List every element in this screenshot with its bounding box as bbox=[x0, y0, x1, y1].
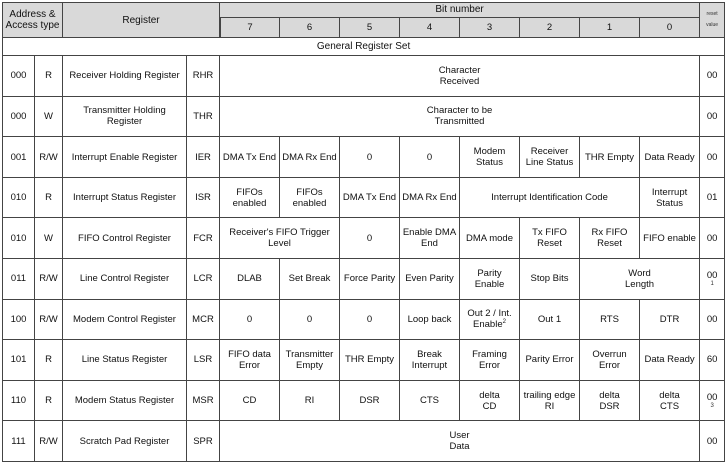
register-name-cell: Scratch Pad Register bbox=[63, 421, 187, 462]
register-abbr-cell: MCR bbox=[187, 300, 220, 341]
reset-value-cell: 00 3 bbox=[700, 381, 725, 422]
bit-field-cell: Receiver Line Status bbox=[520, 137, 580, 178]
register-name-cell: Transmitter Holding Register bbox=[63, 97, 187, 138]
bit-header-2: 2 bbox=[520, 18, 580, 39]
register-abbr-cell: RHR bbox=[187, 56, 220, 97]
bit-field-cell: Rx FIFO Reset bbox=[580, 218, 640, 259]
register-name-cell: Line Control Register bbox=[63, 259, 187, 300]
access-cell: W bbox=[35, 218, 63, 259]
access-cell: R bbox=[35, 178, 63, 219]
address-cell: 010 bbox=[2, 178, 35, 219]
bit-field-cell: CD bbox=[220, 381, 280, 422]
bit-header-0: 0 bbox=[640, 18, 700, 39]
bit-field-cell: CTS bbox=[400, 381, 460, 422]
register-abbr-cell: FCR bbox=[187, 218, 220, 259]
reset-value-cell: 00 bbox=[700, 300, 725, 341]
address-cell: 110 bbox=[2, 381, 35, 422]
section-title: General Register Set bbox=[2, 38, 725, 56]
bit-field-cell: trailing edge RI bbox=[520, 381, 580, 422]
address-cell: 011 bbox=[2, 259, 35, 300]
register-abbr-cell: LCR bbox=[187, 259, 220, 300]
register-name-cell: Interrupt Status Register bbox=[63, 178, 187, 219]
bit-field-cell: delta DSR bbox=[580, 381, 640, 422]
register-abbr-cell: SPR bbox=[187, 421, 220, 462]
bit-field-cell: Parity Enable bbox=[460, 259, 520, 300]
access-cell: R bbox=[35, 381, 63, 422]
bit-field-cell: Parity Error bbox=[520, 340, 580, 381]
reset-value-cell: 00 1 bbox=[700, 259, 725, 300]
bit-field-cell: DSR bbox=[340, 381, 400, 422]
reset-value-cell: 01 bbox=[700, 178, 725, 219]
access-cell: R/W bbox=[35, 421, 63, 462]
register-name-cell: FIFO Control Register bbox=[63, 218, 187, 259]
bit-field-cell: 0 bbox=[400, 137, 460, 178]
bit-field-cell: Character to be Transmitted bbox=[220, 97, 700, 138]
register-abbr-cell: LSR bbox=[187, 340, 220, 381]
bit-header-3: 3 bbox=[460, 18, 520, 39]
reset-value-header: reset value bbox=[700, 2, 725, 38]
bit-field-cell: FIFOs enabled bbox=[220, 178, 280, 219]
bit-field-cell: User Data bbox=[220, 421, 700, 462]
register-row bbox=[2, 56, 725, 97]
access-cell: W bbox=[35, 97, 63, 138]
bit-field-cell: DTR bbox=[640, 300, 700, 341]
register-row bbox=[2, 300, 725, 341]
bit-field-cell: DMA Tx End bbox=[220, 137, 280, 178]
bit-field-cell: 0 bbox=[340, 300, 400, 341]
register-name-cell: Modem Status Register bbox=[63, 381, 187, 422]
address-cell: 000 bbox=[2, 97, 35, 138]
address-cell: 100 bbox=[2, 300, 35, 341]
bit-field-cell: Enable DMA End bbox=[400, 218, 460, 259]
bit-field-cell: DMA mode bbox=[460, 218, 520, 259]
register-header: Register bbox=[63, 2, 220, 38]
register-row bbox=[2, 381, 725, 422]
bit-field-cell: Set Break bbox=[280, 259, 340, 300]
register-row bbox=[2, 97, 725, 138]
bit-field-cell: Even Parity bbox=[400, 259, 460, 300]
reset-value-cell: 00 bbox=[700, 137, 725, 178]
bit-field-cell: Data Ready bbox=[640, 137, 700, 178]
reset-footnote: 3 bbox=[710, 403, 714, 410]
reset-footnote: 1 bbox=[710, 281, 714, 288]
bit-field-cell: Data Ready bbox=[640, 340, 700, 381]
bit-field-cell: FIFO enable bbox=[640, 218, 700, 259]
bit-field-cell: Out 1 bbox=[520, 300, 580, 341]
register-table bbox=[2, 2, 725, 462]
bit-header-6: 6 bbox=[280, 18, 340, 39]
access-cell: R/W bbox=[35, 137, 63, 178]
bit-field-cell: Overrun Error bbox=[580, 340, 640, 381]
bit-field-cell: Interrupt Identification Code bbox=[460, 178, 640, 219]
bit-field-cell: 0 bbox=[340, 137, 400, 178]
register-row bbox=[2, 137, 725, 178]
register-name-cell: Line Status Register bbox=[63, 340, 187, 381]
bit-field-cell: Interrupt Status bbox=[640, 178, 700, 219]
access-cell: R/W bbox=[35, 259, 63, 300]
bit-field-cell: THR Empty bbox=[580, 137, 640, 178]
bit-field-cell: 0 bbox=[340, 218, 400, 259]
bit-field-cell: DLAB bbox=[220, 259, 280, 300]
reset-value-cell: 00 bbox=[700, 421, 725, 462]
reset-value-cell: 00 bbox=[700, 56, 725, 97]
bit-field-cell: Modem Status bbox=[460, 137, 520, 178]
bit-field-cell: FIFO data Error bbox=[220, 340, 280, 381]
bit-field-cell: Receiver's FIFO Trigger Level bbox=[220, 218, 340, 259]
bit-header-7: 7 bbox=[220, 18, 280, 39]
bit-field-cell: DMA Rx End bbox=[400, 178, 460, 219]
bit-field-cell: Framing Error bbox=[460, 340, 520, 381]
bit-header-1: 1 bbox=[580, 18, 640, 39]
bit-field-cell: Tx FIFO Reset bbox=[520, 218, 580, 259]
bit-field-cell: 0 bbox=[220, 300, 280, 341]
reset-value-cell: 60 bbox=[700, 340, 725, 381]
bit-footnote: 2 bbox=[502, 319, 506, 326]
bit-field-cell: Transmitter Empty bbox=[280, 340, 340, 381]
address-cell: 010 bbox=[2, 218, 35, 259]
register-abbr-cell: ISR bbox=[187, 178, 220, 219]
bit-field-cell: Force Parity bbox=[340, 259, 400, 300]
register-abbr-cell: THR bbox=[187, 97, 220, 138]
address-cell: 111 bbox=[2, 421, 35, 462]
reset-value-cell: 00 bbox=[700, 218, 725, 259]
register-row bbox=[2, 340, 725, 381]
register-name-cell: Modem Control Register bbox=[63, 300, 187, 341]
access-cell: R/W bbox=[35, 300, 63, 341]
register-row bbox=[2, 259, 725, 300]
bit-field-cell: delta CD bbox=[460, 381, 520, 422]
address-cell: 001 bbox=[2, 137, 35, 178]
bit-number-header: Bit number bbox=[220, 2, 700, 18]
bit-field-cell: Loop back bbox=[400, 300, 460, 341]
bit-field-cell: Stop Bits bbox=[520, 259, 580, 300]
bit-field-cell: DMA Rx End bbox=[280, 137, 340, 178]
address-access-header: Address & Access type bbox=[2, 2, 63, 38]
register-row bbox=[2, 218, 725, 259]
register-row bbox=[2, 421, 725, 462]
address-cell: 101 bbox=[2, 340, 35, 381]
access-cell: R bbox=[35, 340, 63, 381]
register-name-cell: Interrupt Enable Register bbox=[63, 137, 187, 178]
register-abbr-cell: MSR bbox=[187, 381, 220, 422]
bit-header-5: 5 bbox=[340, 18, 400, 39]
bit-field-cell: 0 bbox=[280, 300, 340, 341]
register-name-cell: Receiver Holding Register bbox=[63, 56, 187, 97]
bit-field-cell: RI bbox=[280, 381, 340, 422]
bit-field-cell: delta CTS bbox=[640, 381, 700, 422]
bit-field-cell: Word Length bbox=[580, 259, 700, 300]
register-abbr-cell: IER bbox=[187, 137, 220, 178]
bit-header-4: 4 bbox=[400, 18, 460, 39]
bit-field-cell: FIFOs enabled bbox=[280, 178, 340, 219]
reset-value-cell: 00 bbox=[700, 97, 725, 138]
bit-field-cell: Break Interrupt bbox=[400, 340, 460, 381]
bit-field-cell: Out 2 / Int. Enable$^2$ bbox=[460, 300, 520, 341]
bit-field-cell: Character Received bbox=[220, 56, 700, 97]
access-cell: R bbox=[35, 56, 63, 97]
bit-field-cell: DMA Tx End bbox=[340, 178, 400, 219]
address-cell: 000 bbox=[2, 56, 35, 97]
bit-field-cell: RTS bbox=[580, 300, 640, 341]
bit-field-cell: THR Empty bbox=[340, 340, 400, 381]
register-row bbox=[2, 178, 725, 219]
